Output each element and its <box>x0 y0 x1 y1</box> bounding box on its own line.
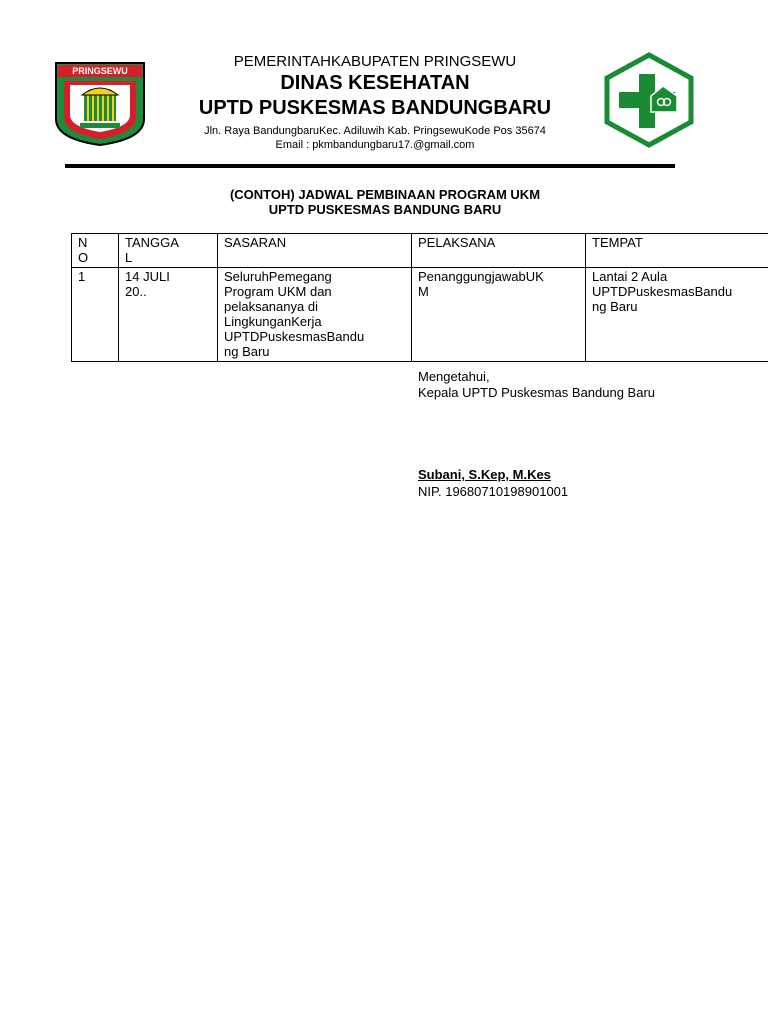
government-header: PEMERINTAHKABUPATEN PRINGSEWU <box>233 53 517 70</box>
signatory-nip: NIP. 19680710198901001 <box>418 484 569 499</box>
schedule-table <box>71 233 768 362</box>
header-tanggal: TANGGA L <box>119 234 218 268</box>
header-divider <box>65 164 675 168</box>
document-title: (CONTOH) JADWAL PEMBINAAN PROGRAM UKM <box>229 187 541 202</box>
pringsewu-logo-text: PRINGSEWU <box>72 66 128 76</box>
cell-tanggal: 14 JULI 20.. <box>119 268 218 362</box>
email-line: Email : pkmbandungbaru17.@gmail.com <box>275 139 475 151</box>
header-no: N O <box>72 234 119 268</box>
unit-name: UPTD PUSKESMAS BANDUNGBARU <box>198 97 552 119</box>
signatory-position: Kepala UPTD Puskesmas Bandung Baru <box>418 385 656 400</box>
cell-tempat: Lantai 2 Aula UPTDPuskesmasBandu ng Baru <box>586 268 768 362</box>
header-tempat: TEMPAT <box>586 234 768 268</box>
cell-pelaksana: PenanggungjawabUK M <box>412 268 586 362</box>
cell-sasaran: SeluruhPemegang Program UKM dan pelaksananya di LingkunganKerja UPTDPuskesmasBandu ng Baru <box>218 268 412 362</box>
table-header-row <box>72 234 768 268</box>
document-subtitle: UPTD PUSKESMAS BANDUNG BARU <box>268 202 502 217</box>
agency-name: DINAS KESEHATAN <box>280 72 470 94</box>
table-row <box>72 268 768 362</box>
signatory-name: Subani, S.Kep, M.Kes <box>418 467 551 482</box>
puskesmas-logo <box>603 52 695 148</box>
cell-no: 1 <box>72 268 119 362</box>
pringsewu-logo <box>54 61 146 147</box>
address-line: Jln. Raya BandungbaruKec. Adiluwih Kab. PringsewuKode Pos 35674 <box>204 125 546 137</box>
header-sasaran: SASARAN <box>218 234 412 268</box>
acknowledgement-label: Mengetahui, <box>418 369 490 384</box>
header-pelaksana: PELAKSANA <box>412 234 586 268</box>
